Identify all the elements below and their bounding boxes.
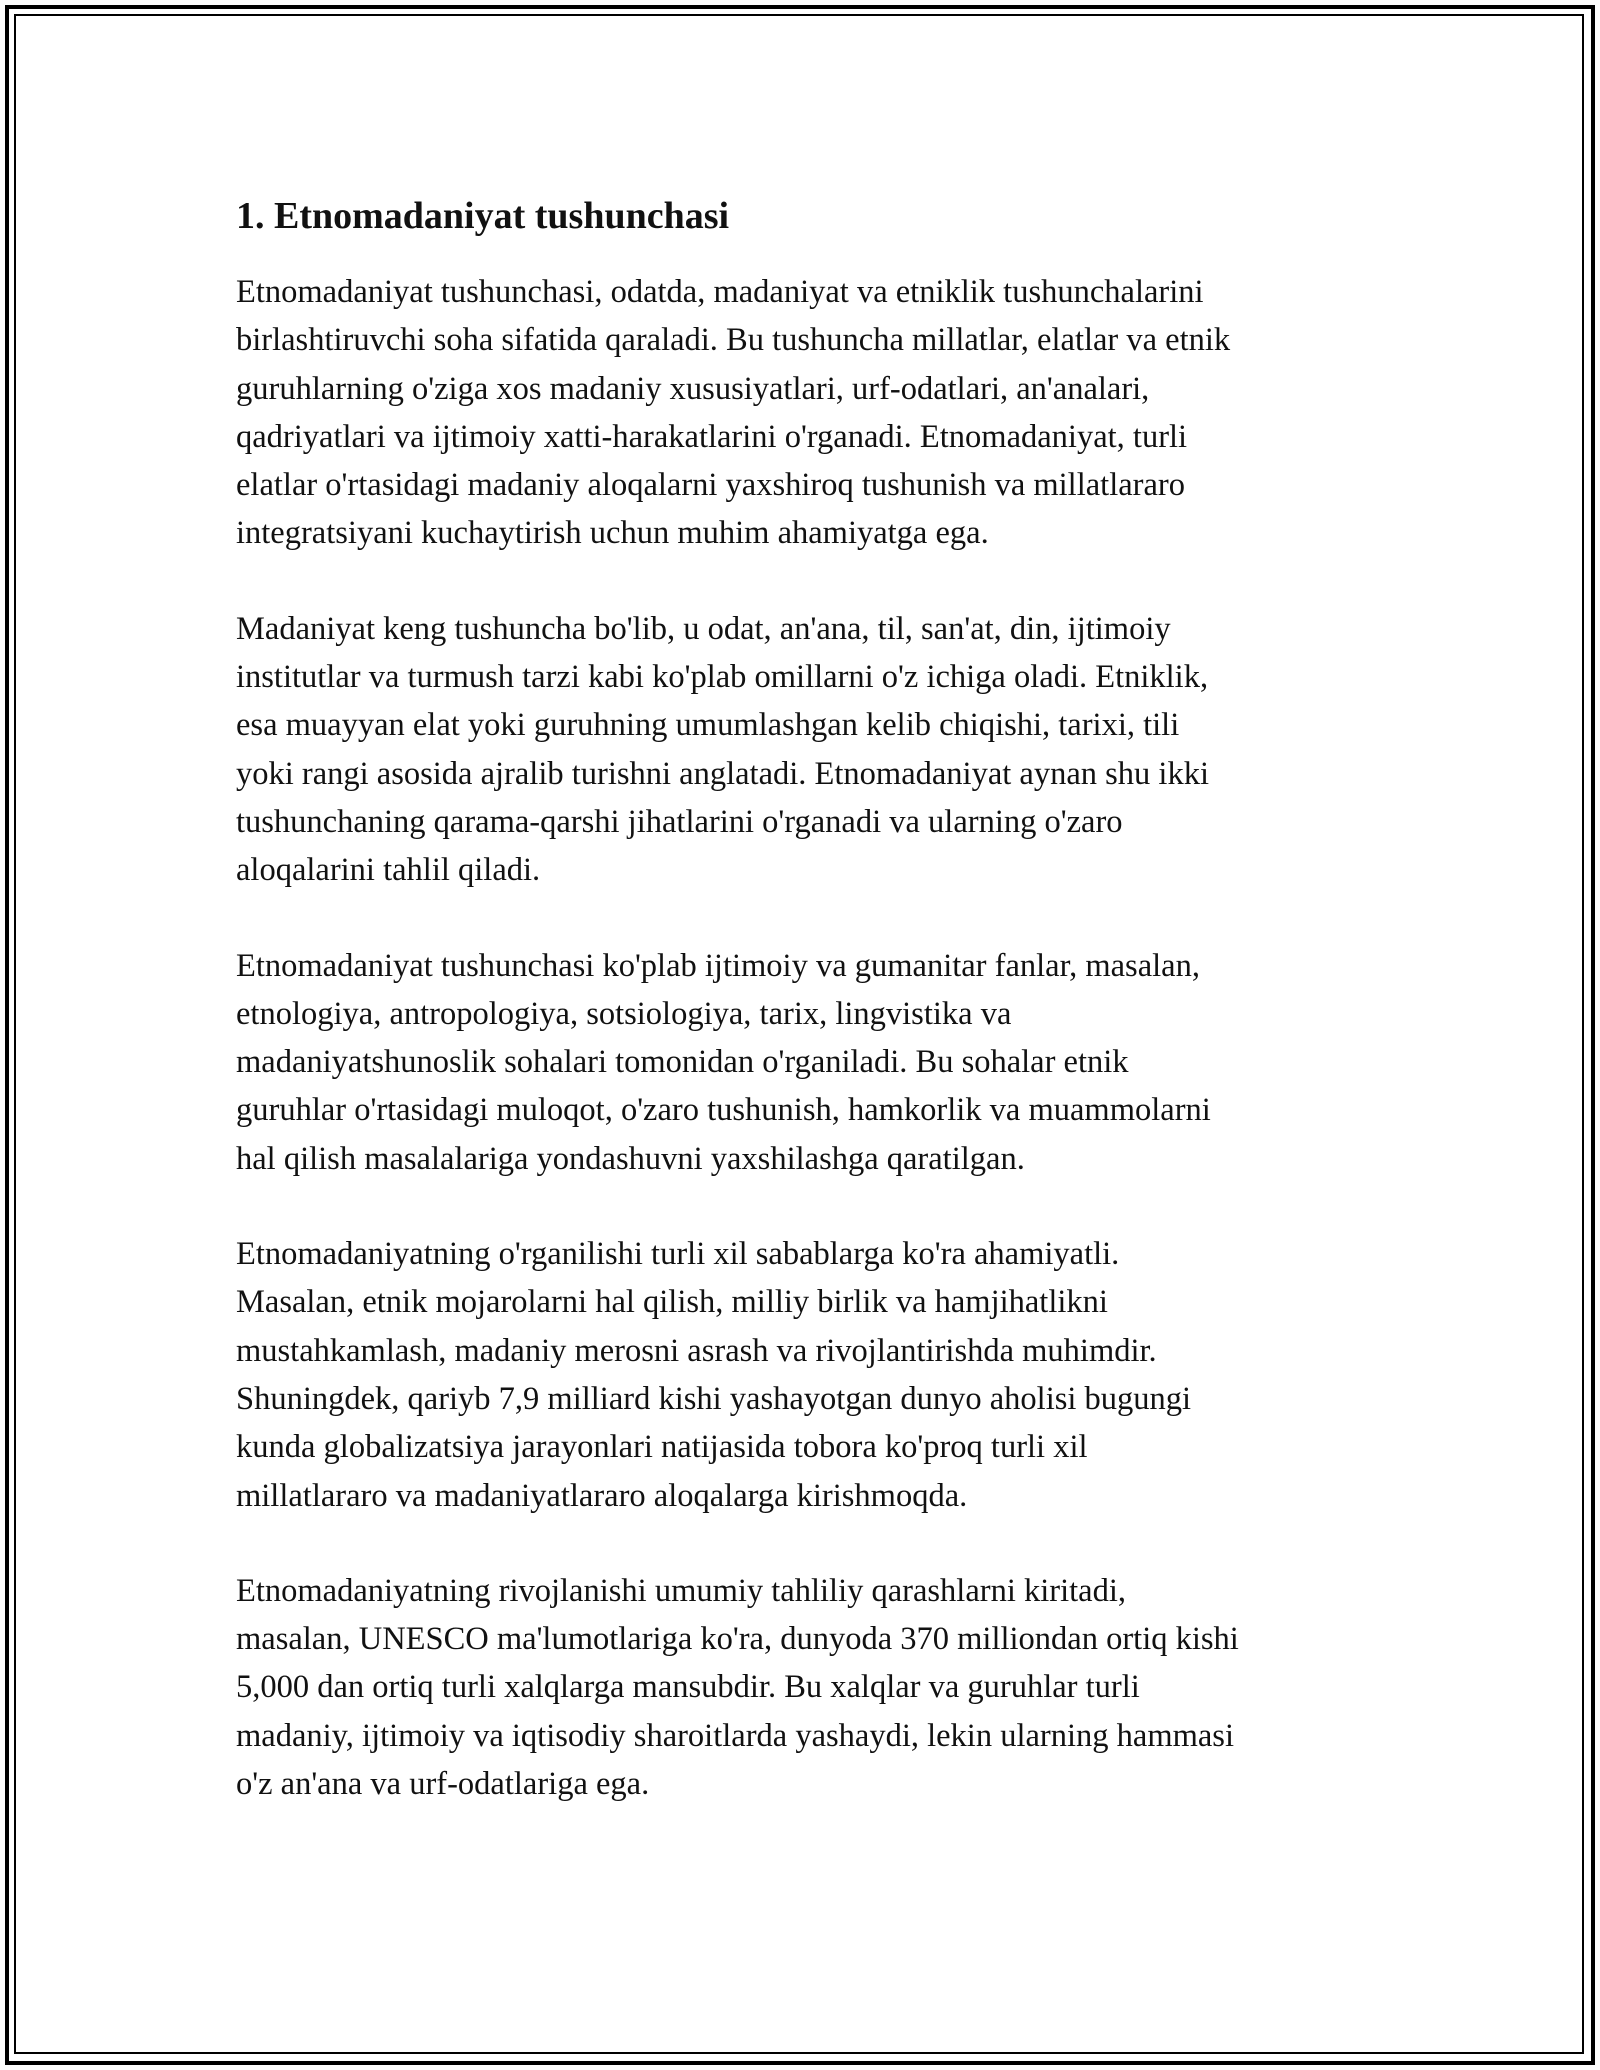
paragraph-4: Etnomadaniyatning o'rganilishi turli xil sabablarga ko'ra ahamiyatli. Masalan, etnik mojarolarni hal qilish, milliy birlik va hamjihatlikni mustahkamlash, madaniy merosni asrash va rivojlantirishda muhimdir. Shuningdek, qariyb 7,9 milliard kishi yashayotgan dunyo aholisi bugungi kunda globalizatsiya jarayonlari natijasida tobora ko'proq turli xil millatlararo va madaniyatlararo aloqalarga kirishmoqda.: [236, 1236, 1192, 1514]
paragraph-3: Etnomadaniyat tushunchasi ko'plab ijtimoiy va gumanitar fanlar, masalan, etnologiya, antropologiya, sotsiologiya, tarix, lingvistika va madaniyatshunoslik sohalari tomonidan o'rganiladi. Bu sohalar etnik guruhlar o'rtasidagi muloqot, o'zaro tushunish, hamkorlik va muammolarni hal qilish masalalariga yondashuvni yaxshilashga qaratilgan.: [236, 947, 1211, 1177]
section-title: 1. Etnomadaniyat tushunchasi: [236, 195, 730, 237]
paragraph-1: Etnomadaniyat tushunchasi, odatda, madaniyat va etniklik tushunchalarini birlashtiruvchi soha sifatida qaraladi. Bu tushuncha millatlar, elatlar va etnik guruhlarning o'ziga xos madaniy xususiyatlari, urf-odatlari, an'analari, qadriyatlari va ijtimoiy xatti-harakatlarini o'rganadi. Etnomadaniyat, turli elatlar o'rtasidagi madaniy aloqalarni yaxshiroq tushunish va millatlararo integratsiyani kuchaytirish uchun muhim ahamiyatga ega.: [236, 274, 1231, 552]
paragraph-2: Madaniyat keng tushuncha bo'lib, u odat, an'ana, til, san'at, din, ijtimoiy institutlar va turmush tarzi kabi ko'plab omillarni o'z ichiga oladi. Etniklik, esa muayyan elat yoki guruhning umumlashgan kelib chiqishi, tarixi, tili yoki rangi asosida ajralib turishni anglatadi. Etnomadaniyat aynan shu ikki tushunchaning qarama-qarshi jihatlarini o'rganadi va ularning o'zaro aloqalarini tahlil qiladi.: [236, 610, 1209, 889]
document-content: [236, 188, 1386, 1855]
paragraph-5: Etnomadaniyatning rivojlanishi umumiy tahliliy qarashlarni kiritadi, masalan, UNESCO ma'lumotlariga ko'ra, dunyoda 370 milliondan ortiq kishi 5,000 dan ortiq turli xalqlarga mansubdir. Bu xalqlar va guruhlar turli madaniy, ijtimoiy va iqtisodiy sharoitlarda yashaydi, lekin ularning hammasi o'z an'ana va urf-odatlariga ega.: [236, 1572, 1239, 1803]
